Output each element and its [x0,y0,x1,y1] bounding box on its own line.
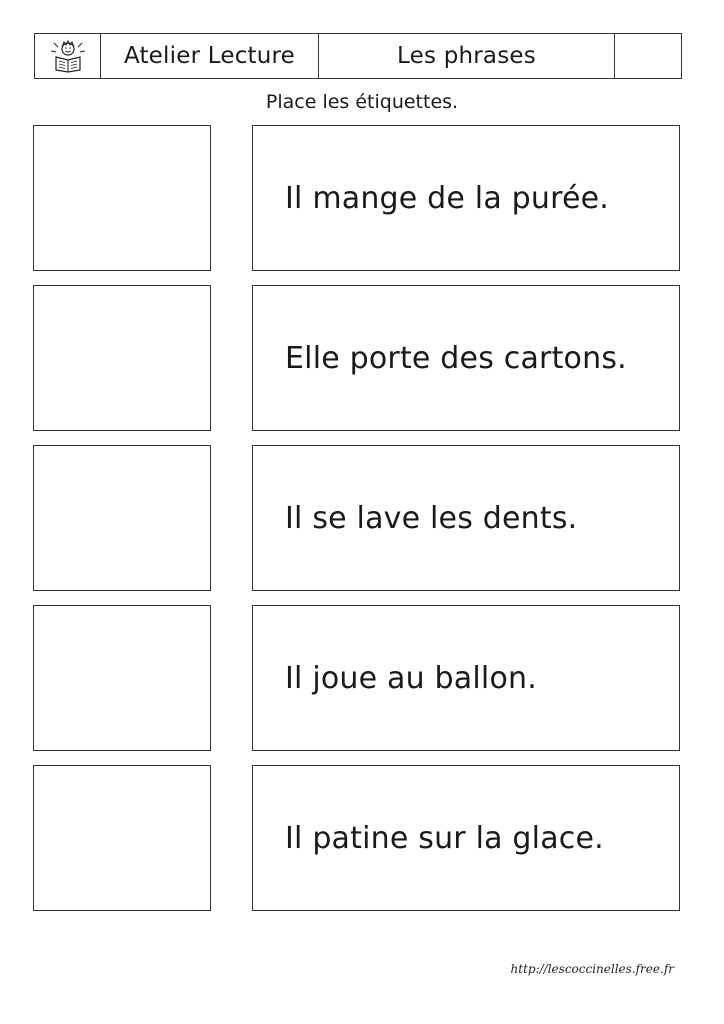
sentence-text: Elle porte des cartons. [285,340,627,376]
exercise-row [33,765,681,911]
label-drop-box[interactable] [33,765,211,911]
atelier-label: Atelier Lecture [101,34,319,78]
worksheet-title: Les phrases [319,34,615,78]
header-table [34,33,682,79]
instruction-text: Place les étiquettes. [265,91,459,113]
sentence-box [252,605,680,751]
sentence-box [252,125,680,271]
sentence-box [252,445,680,591]
header-blank-cell [615,34,681,78]
logo-cell [35,34,101,78]
exercise-row [33,445,681,591]
sentence-text: Il mange de la purée. [285,180,610,216]
exercise-row [33,605,681,751]
exercise-row [33,285,681,431]
label-drop-box[interactable] [33,445,211,591]
sentence-box [252,765,680,911]
reading-child-icon [48,39,88,73]
exercise-row [33,125,681,271]
sentence-box [252,285,680,431]
sentence-text: Il se lave les dents. [285,500,578,536]
label-drop-box[interactable] [33,605,211,751]
label-drop-box[interactable] [33,125,211,271]
label-drop-box[interactable] [33,285,211,431]
sentence-text: Il joue au ballon. [285,660,537,696]
footer-url: http://lescoccinelles.free.fr [510,962,674,976]
sentence-text: Il patine sur la glace. [285,820,604,856]
